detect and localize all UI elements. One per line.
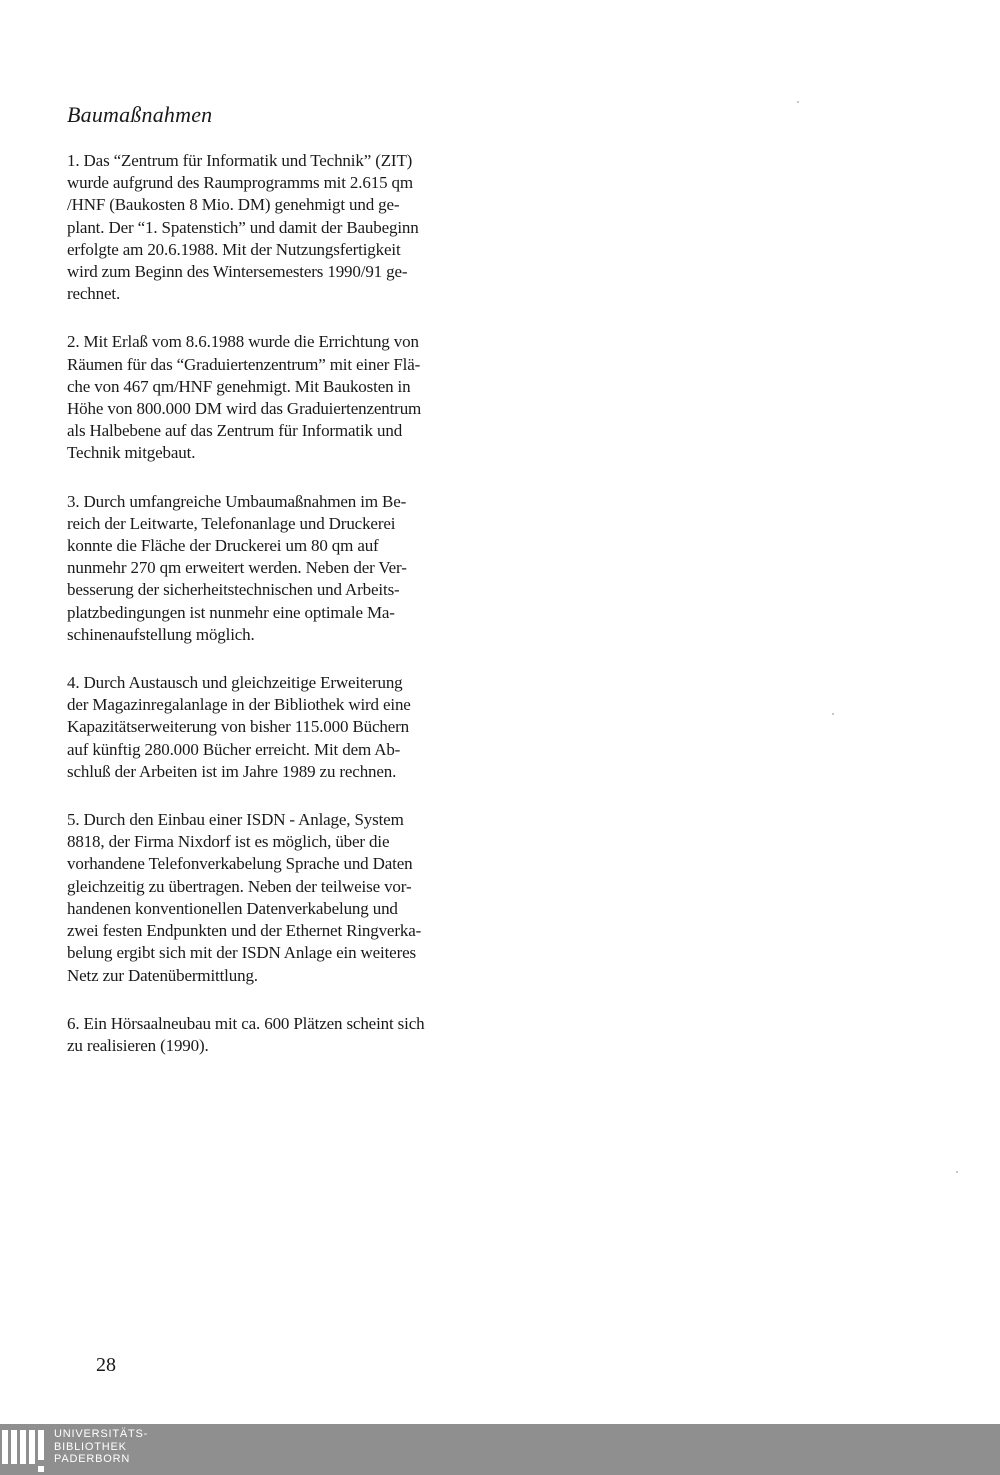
- library-barcode-logo-icon: [2, 1430, 46, 1472]
- section-heading: Baumaßnahmen: [67, 102, 213, 127]
- page-number: 28: [96, 1354, 116, 1376]
- paragraph-5: 5. Durch den Einbau einer ISDN - Anlage, System 8818, der Firma Nixdorf ist es möglich, über die vorhandene Telefonverkabelung Sprache und Daten gleichzeitig zu übertragen. Neben der teilweise vor- handenen konventionellen Datenverkabelung und zwei festen Endpunkten und der Ethernet Ringverka- belung ergibt sich mit der ISDN Anlage ein weiteres Netz zur Datenübermittlung.: [67, 810, 422, 985]
- paragraph-6: 6. Ein Hörsaalneubau mit ca. 600 Plätzen scheint sich zu realisieren (1990).: [67, 1013, 425, 1055]
- library-name-line-1: UNIVERSITÄTS-: [54, 1428, 149, 1440]
- paragraph-list: [67, 150, 459, 1083]
- paragraph-3: 3. Durch umfangreiche Umbaumaßnahmen im Be- reich der Leitwarte, Telefonanlage und Druckerei konnte die Fläche der Druckerei um 80 qm auf nunmehr 270 qm erweitert werden. Neben der Ver- besserung der sicherheitstechnischen und Arbeits- platzbedingungen ist nunmehr eine optimale Ma- schinenaufstellung möglich.: [67, 491, 407, 644]
- scan-speck: [956, 1171, 958, 1173]
- paragraph-4: 4. Durch Austausch und gleichzeitige Erweiterung der Magazinregalanlage in der Bibliothek wird eine Kapazitätserweiterung von bisher 115.000 Büchern auf künftig 280.000 Bücher erreicht. Mit dem Ab- schluß der Arbeiten ist im Jahre 1989 zu rechnen.: [67, 673, 411, 781]
- paragraph-2: 2. Mit Erlaß vom 8.6.1988 wurde die Errichtung von Räumen für das “Graduiertenzentrum” mit einer Flä- che von 467 qm/HNF genehmigt. Mit Baukosten in Höhe von 800.000 DM wird das Graduiertenzentrum als Halbebene auf das Zentrum für Informatik und Technik mitgebaut.: [67, 332, 422, 463]
- library-footer-banner: [0, 1424, 1000, 1475]
- library-name-line-2: BIBLIOTHEK: [54, 1440, 127, 1453]
- library-name-line-3: PADERBORN: [54, 1453, 131, 1465]
- library-name: [54, 1428, 148, 1466]
- paragraph-1: 1. Das “Zentrum für Informatik und Technik” (ZIT) wurde aufgrund des Raumprogramms mit 2.615 qm /HNF (Baukosten 8 Mio. DM) genehmigt und ge- plant. Der “1. Spatenstich” und damit der Baubeginn erfolgte am 20.6.1988. Mit der Nutzungsfertigkeit wird zum Beginn des Wintersemesters 1990/91 ge- rechnet.: [67, 151, 419, 304]
- scan-speck: [832, 713, 834, 715]
- scan-speck: [797, 101, 799, 103]
